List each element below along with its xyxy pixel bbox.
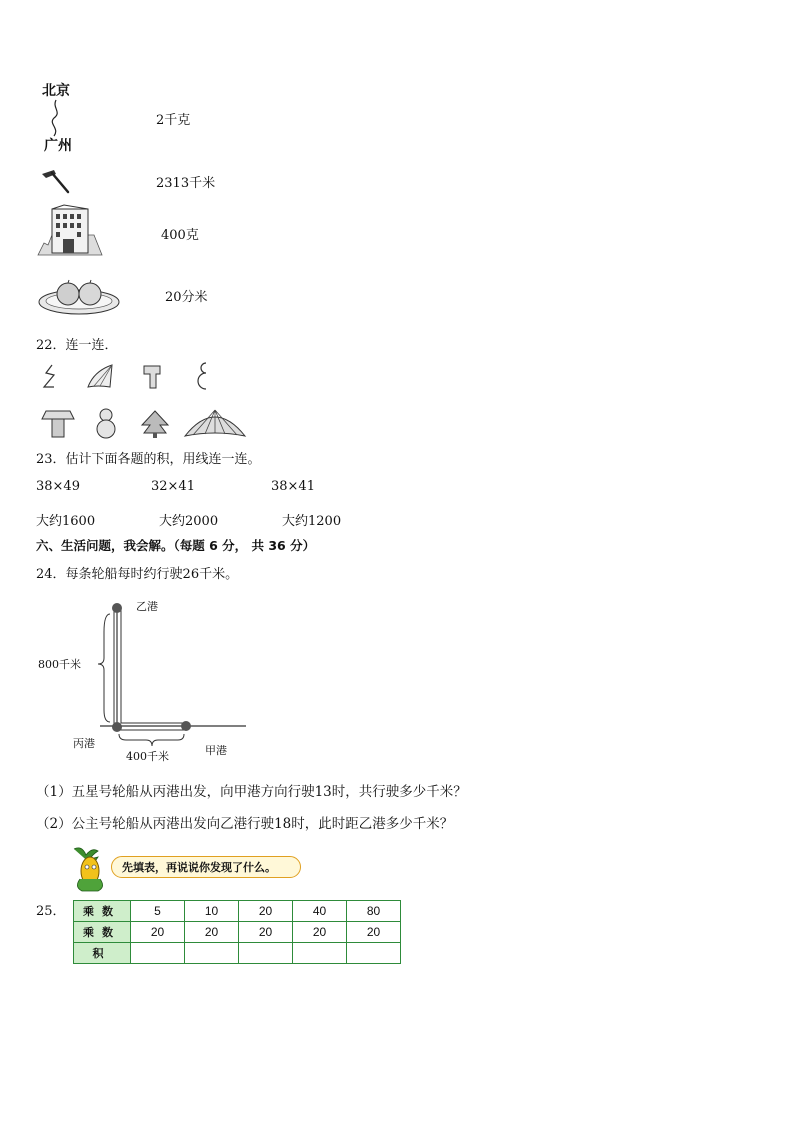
distance-label-vertical: 800千米 — [38, 658, 81, 671]
port-route-diagram — [0, 592, 250, 762]
table-cell: 20 — [293, 922, 347, 943]
table-cell: 20 — [185, 922, 239, 943]
question-24-label: 24．每条轮船每时约行驶26千米。 — [36, 567, 239, 582]
value-item: 2313千米 — [156, 176, 216, 191]
snowman-shape-icon — [94, 407, 118, 439]
section-heading: 六、生活问题，我会解。（每题 6 分， 共 36 分） — [36, 538, 316, 553]
table-cell: 40 — [293, 901, 347, 922]
port-label-yi: 乙港 — [136, 600, 158, 613]
half-umbrella-shape-icon — [86, 363, 114, 389]
umbrella-shape-icon — [183, 406, 247, 438]
estimate-item: 大约1200 — [282, 514, 342, 529]
table-cell: 10 — [185, 901, 239, 922]
table-row — [74, 943, 401, 964]
answer-cell[interactable] — [293, 943, 347, 964]
answer-cell[interactable] — [131, 943, 185, 964]
expression-item: 38×49 — [36, 479, 80, 494]
value-item: 2千克 — [156, 113, 191, 128]
hint-bubble: 先填表，再说说你发现了什么。 — [111, 856, 301, 878]
half-house-shape-icon — [142, 362, 164, 390]
tree-shape-icon — [140, 409, 170, 439]
row-header: 乘数 — [74, 901, 131, 922]
port-label-jia: 甲港 — [205, 744, 227, 757]
question-22-label: 22．连一连． — [36, 338, 118, 353]
question-23-label: 23．估计下面各题的积，用线连一连。 — [36, 452, 261, 467]
corn-mascot-icon — [68, 845, 112, 893]
answer-cell[interactable] — [239, 943, 293, 964]
answer-cell[interactable] — [347, 943, 401, 964]
table-cell: 5 — [131, 901, 185, 922]
map-route-image — [40, 80, 80, 155]
table-cell: 80 — [347, 901, 401, 922]
building-icon — [36, 205, 104, 257]
row-header: 乘数 — [74, 922, 131, 943]
expression-item: 38×41 — [271, 479, 315, 494]
nail-icon — [40, 166, 80, 196]
plate-of-fruit-icon — [38, 278, 122, 318]
table-cell: 20 — [239, 922, 293, 943]
table-cell: 20 — [347, 922, 401, 943]
estimate-item: 大约1600 — [36, 514, 96, 529]
map-label-beijing: 北京 — [42, 83, 70, 99]
table-cell: 20 — [131, 922, 185, 943]
house-shape-icon — [40, 409, 76, 439]
question-24-sub-2: （2）公主号轮船从丙港出发向乙港行驶18时，此时距乙港多少千米？ — [36, 816, 454, 832]
port-label-bing: 丙港 — [73, 737, 95, 750]
value-item: 20分米 — [165, 290, 208, 305]
zigzag-half-shape-icon — [40, 363, 60, 391]
value-item: 400克 — [161, 228, 199, 243]
estimate-item: 大约2000 — [159, 514, 219, 529]
expression-item: 32×41 — [151, 479, 195, 494]
table-row — [74, 901, 401, 922]
row-header: 积 — [74, 943, 131, 964]
question-25-number: 25． — [36, 904, 66, 919]
answer-cell[interactable] — [185, 943, 239, 964]
half-snowman-shape-icon — [196, 361, 214, 391]
question-24-sub-1: （1）五星号轮船从丙港出发，向甲港方向行驶13时，共行驶多少千米？ — [36, 784, 467, 800]
map-label-guangzhou: 广州 — [44, 138, 72, 154]
distance-label-horizontal: 400千米 — [126, 750, 169, 763]
multiplication-table — [73, 900, 401, 964]
table-row — [74, 922, 401, 943]
table-cell: 20 — [239, 901, 293, 922]
